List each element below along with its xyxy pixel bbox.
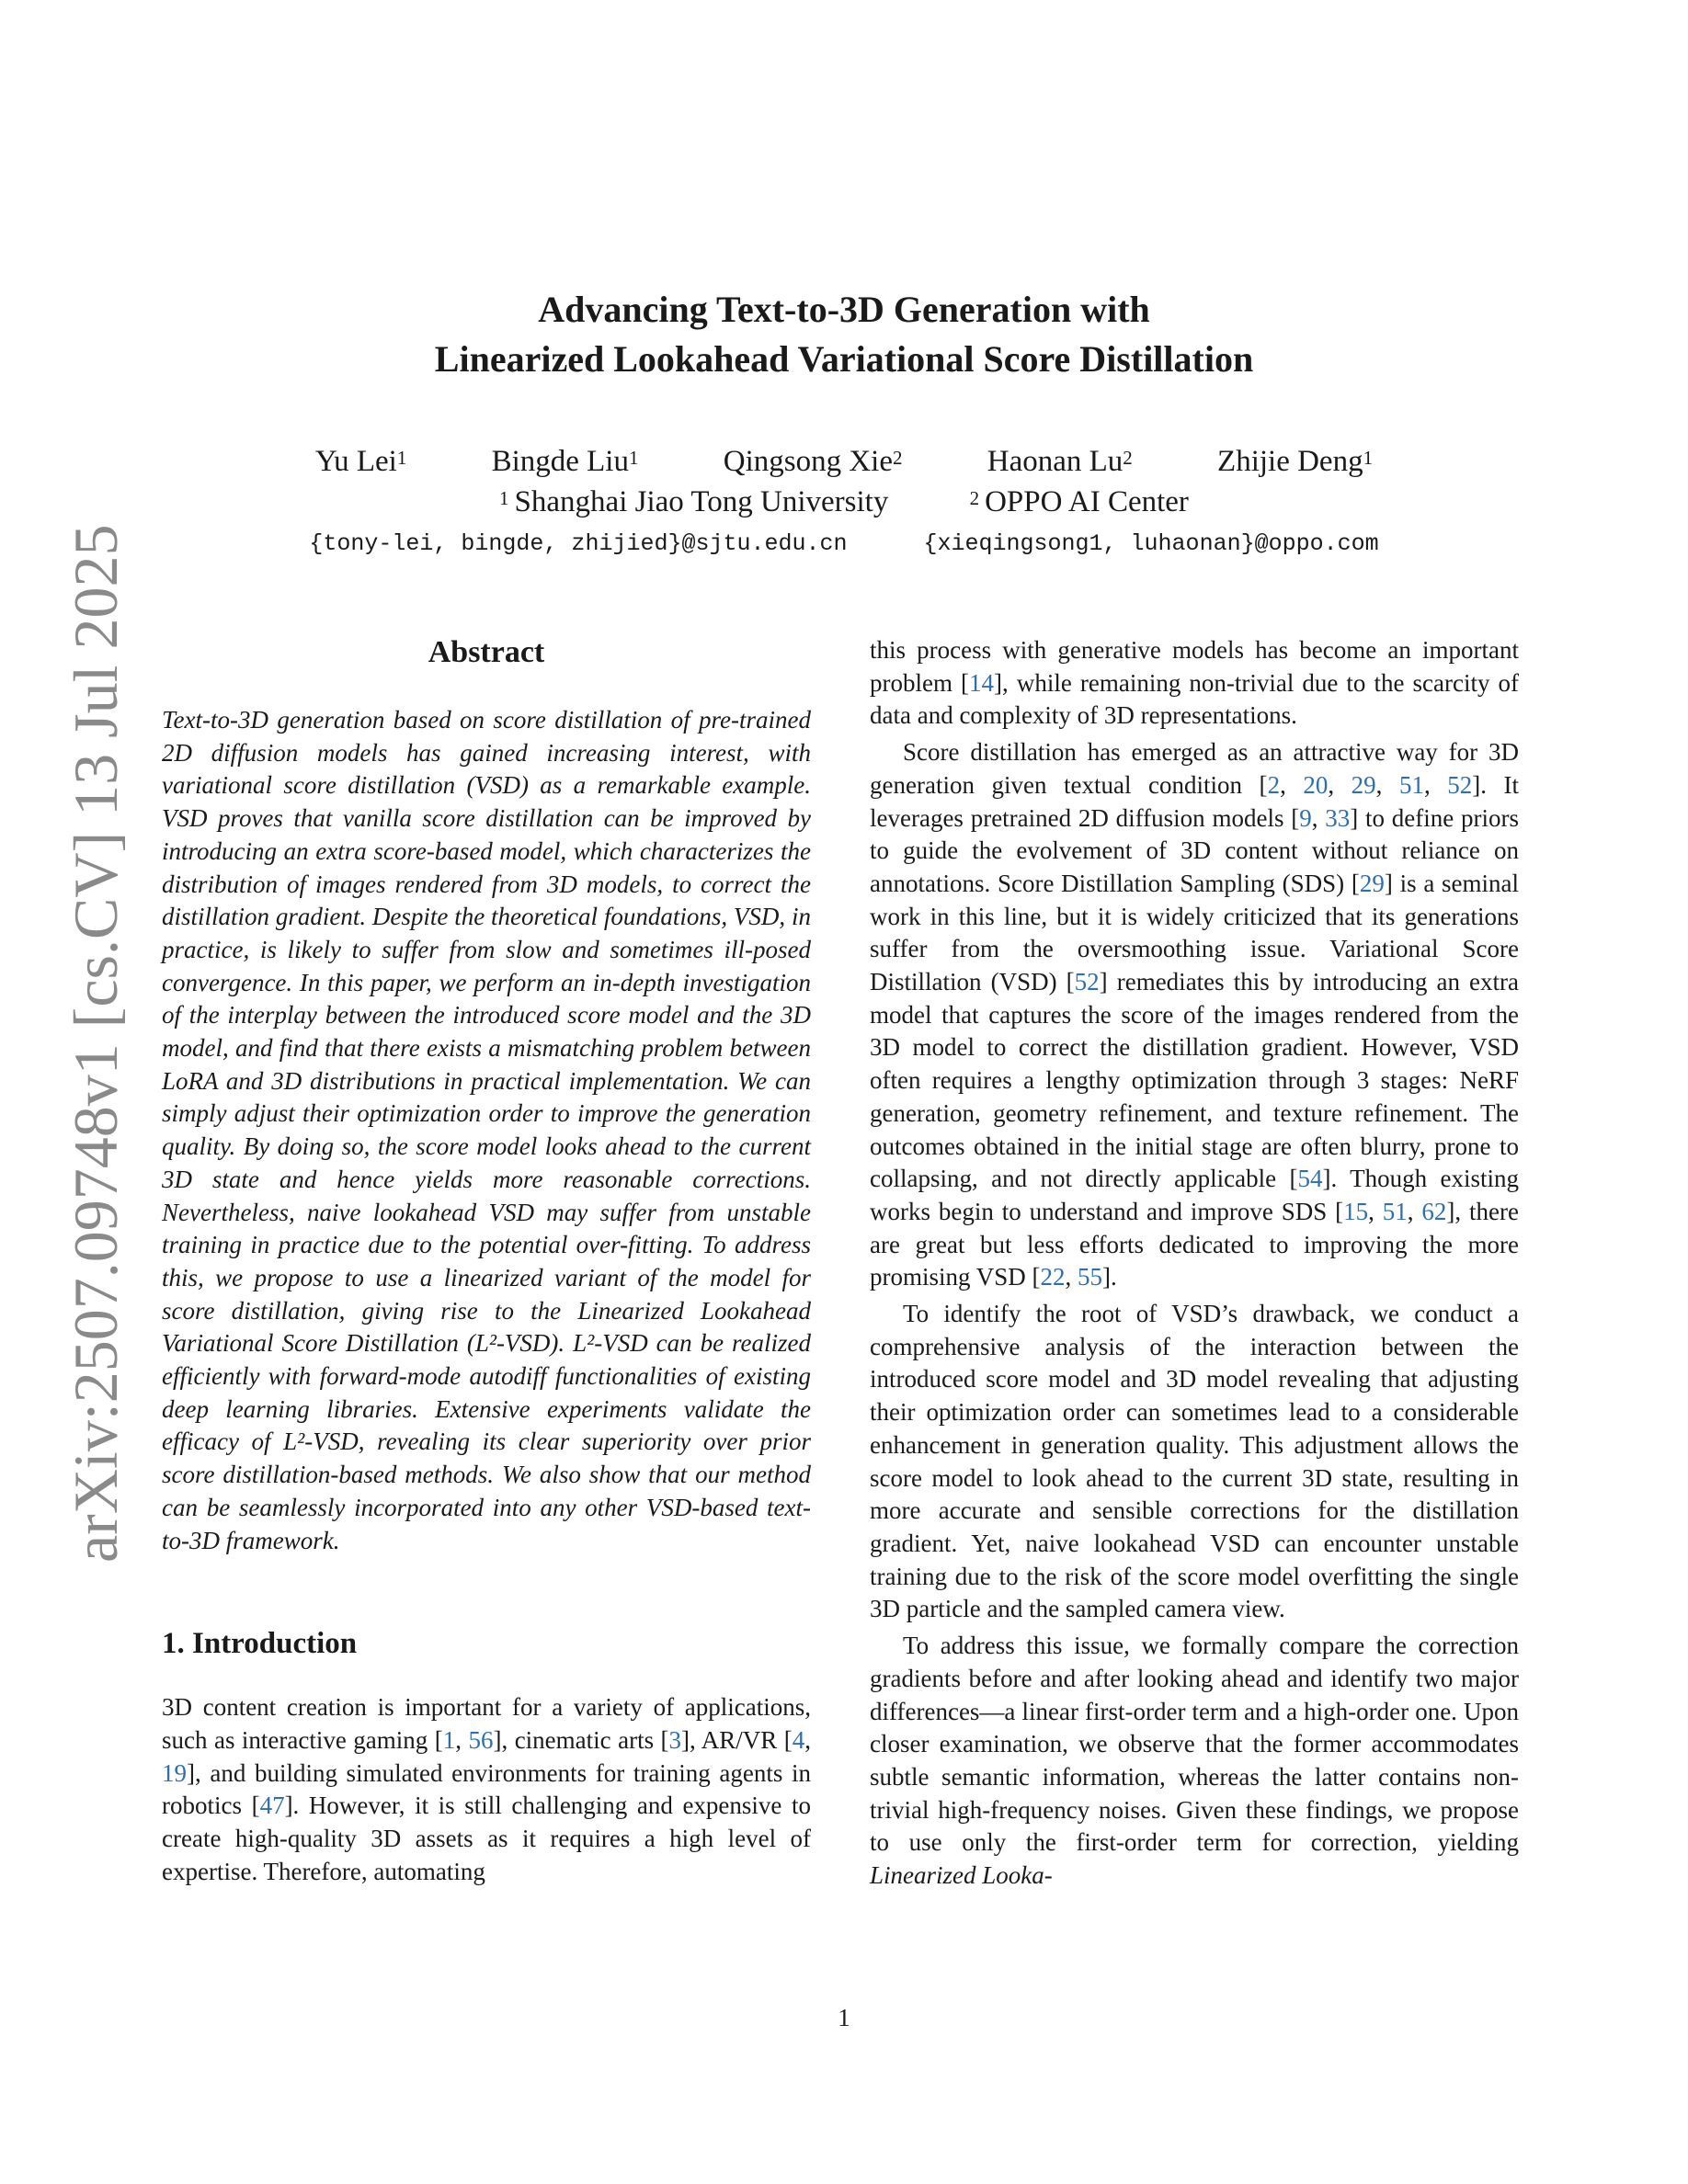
author: Yu Lei$^1$ xyxy=(314,445,407,478)
author: Qingsong Xie$^2$ xyxy=(723,445,903,478)
page-number: 1 xyxy=(838,2004,850,2031)
body-paragraph: To identify the root of VSD’s drawback, we conduct a comprehensive analysis of the interaction between the introduced score model and 3D model revealing that adjusting their optimization order can sometimes lead to a considerable enhancement in generation quality. This adjustment allows the score model to look ahead to the current 3D state, resulting in more accurate and sensible corrections for the distillation gradient. Yet, naive lookahead VSD can encounter unstable training due to the risk of the score model overfitting the single 3D particle and the sampled camera view. xyxy=(870,1300,1519,1623)
email: {tony-lei, bingde, zhijied}@sjtu.edu.cn xyxy=(309,530,848,557)
body-paragraph: Score distillation has emerged as an attractive way for 3D generation given textual condition [2, 20, 29, 51, 52]. It leverages pretrained 2D diffusion models [9, 33] to define priors to guide the evolvement of 3D content without reliance on annotations. Score Distillation Sampling (SDS) [29] is a seminal work in this line, but it is widely criticized that its generations suffer from the oversmoothing issue. Variational Score Distillation (VSD) [52] remediates this by introducing an extra model that captures the score of the images rendered from the 3D model to correct the distillation gradient. However, VSD often requires a lengthy optimization through 3 stages: NeRF generation, geometry refinement, and texture refinement. The outcomes obtained in the initial stage are often blurry, prone to collapsing, and not directly applicable [54]. Though existing works begin to understand and improve SDS [15, 51, 62], there are great but less efforts dedicated to improving the more promising VSD [22, 55]. xyxy=(870,738,1520,1291)
citation-link[interactable]: 1 xyxy=(442,1725,456,1754)
citation-link[interactable]: 33 xyxy=(1325,803,1351,832)
author: Haonan Lu$^2$ xyxy=(987,445,1133,478)
email-list xyxy=(0,528,1688,561)
author: Zhijie Deng$^1$ xyxy=(1217,445,1374,478)
arxiv-stamp: arXiv:2507.09748v1 [cs.CV] 13 Jul 2025 xyxy=(61,524,131,1563)
left-column xyxy=(162,632,811,1889)
email: {xieqingsong1, luhaonan}@oppo.com xyxy=(923,530,1379,557)
right-column xyxy=(870,634,1519,1893)
author: Bingde Liu$^1$ xyxy=(491,445,639,478)
citation-link[interactable]: 4 xyxy=(792,1725,805,1754)
abstract-heading: Abstract xyxy=(428,635,545,669)
title-line-1: Advancing Text-to-3D Generation with xyxy=(538,289,1150,330)
intro-paragraph: 3D content creation is important for a variety of applications, such as interactive gaming [1, 56], cinematic arts [3], AR/VR [4, 19], and building simulated environments for training agents in robotics [47]. However, it is still challenging and expensive to create high-quality 3D assets as it requires a high level of expertise. Therefore, automating xyxy=(162,1693,811,1885)
citation-link[interactable]: 14 xyxy=(969,668,995,697)
citation-link[interactable]: 9 xyxy=(1299,803,1312,832)
intro-heading: 1. Introduction xyxy=(162,1627,358,1661)
paper-title xyxy=(0,285,1688,384)
author-list xyxy=(0,441,1688,482)
citation-link[interactable]: 52 xyxy=(1074,968,1100,996)
citation-link[interactable]: 22 xyxy=(1040,1263,1066,1291)
citation-link[interactable]: 2 xyxy=(1267,770,1281,799)
affiliation-list xyxy=(0,482,1688,522)
citation-link[interactable]: 55 xyxy=(1078,1263,1103,1291)
body-paragraph: this process with generative models has become an important problem [14], while remaining non-trivial due to the scarcity of data and complexity of 3D representations. xyxy=(870,636,1519,730)
abstract-text: Text-to-3D generation based on score distillation of pre-trained 2D diffusion models has gained increasing interest, with variational score distillation (VSD) as a remarkable example. VSD proves that vanilla score distillation can be improved by introducing an extra score-based model, which characterizes the distribution of images rendered from 3D models, to correct the distillation gradient. Despite the theoretical foundations, VSD, in practice, is likely to suffer from slow and sometimes ill-posed convergence. In this paper, we perform an in-depth investigation of the interplay between the introduced score model and the 3D model, and find that there exists a mismatching problem between LoRA and 3D distributions in practical implementation. We can simply adjust their optimization order to improve the generation quality. By doing so, the score model looks ahead to the current 3D state and hence yields more reasonable corrections. Nevertheless, naive lookahead VSD may suffer from unstable training in practice due to the potential over-fitting. To address this, we propose to use a linearized variant of the model for score distillation, giving rise to the Linearized Lookahead Variational Score Distillation (L²-VSD). L²-VSD can be realized efficiently with forward-mode autodiff functionalities of existing deep learning libraries. Extensive experiments validate the efficacy of L²-VSD, revealing its clear superiority over prior score distillation-based methods. We also show that our method can be seamlessly incorporated into any other VSD-based text-to-3D framework. xyxy=(162,706,811,1554)
affiliation: $^2$ OPPO AI Center xyxy=(969,485,1189,518)
citation-link[interactable]: 56 xyxy=(468,1725,494,1754)
citation-link[interactable]: 29 xyxy=(1351,770,1376,799)
citation-link[interactable]: 47 xyxy=(259,1792,285,1820)
title-line-2: Linearized Lookahead Variational Score Distillation xyxy=(434,338,1254,380)
citation-link[interactable]: 19 xyxy=(162,1758,187,1787)
citation-link[interactable]: 15 xyxy=(1343,1197,1369,1225)
citation-link[interactable]: 51 xyxy=(1398,770,1424,799)
citation-link[interactable]: 3 xyxy=(668,1725,682,1754)
citation-link[interactable]: 52 xyxy=(1447,770,1473,799)
method-name: Linearized Looka- xyxy=(870,1861,1053,1890)
citation-link[interactable]: 51 xyxy=(1382,1197,1408,1225)
citation-link[interactable]: 62 xyxy=(1421,1197,1447,1225)
body-paragraph: To address this issue, we formally compare the correction gradients before and after looking ahead and identify two major differences—a linear first-order term and a high-order one. Upon closer examination, we observe that the former accommodates subtle semantic information, whereas the latter contains non-trivial high-frequency noises. Given these findings, we propose to use only the first-order term for correction, yielding Linearized Looka- xyxy=(870,1632,1519,1890)
citation-link[interactable]: 20 xyxy=(1303,770,1329,799)
citation-link[interactable]: 29 xyxy=(1359,869,1385,897)
citation-link[interactable]: 54 xyxy=(1297,1165,1323,1193)
affiliation: $^1$ Shanghai Jiao Tong University xyxy=(499,485,889,518)
